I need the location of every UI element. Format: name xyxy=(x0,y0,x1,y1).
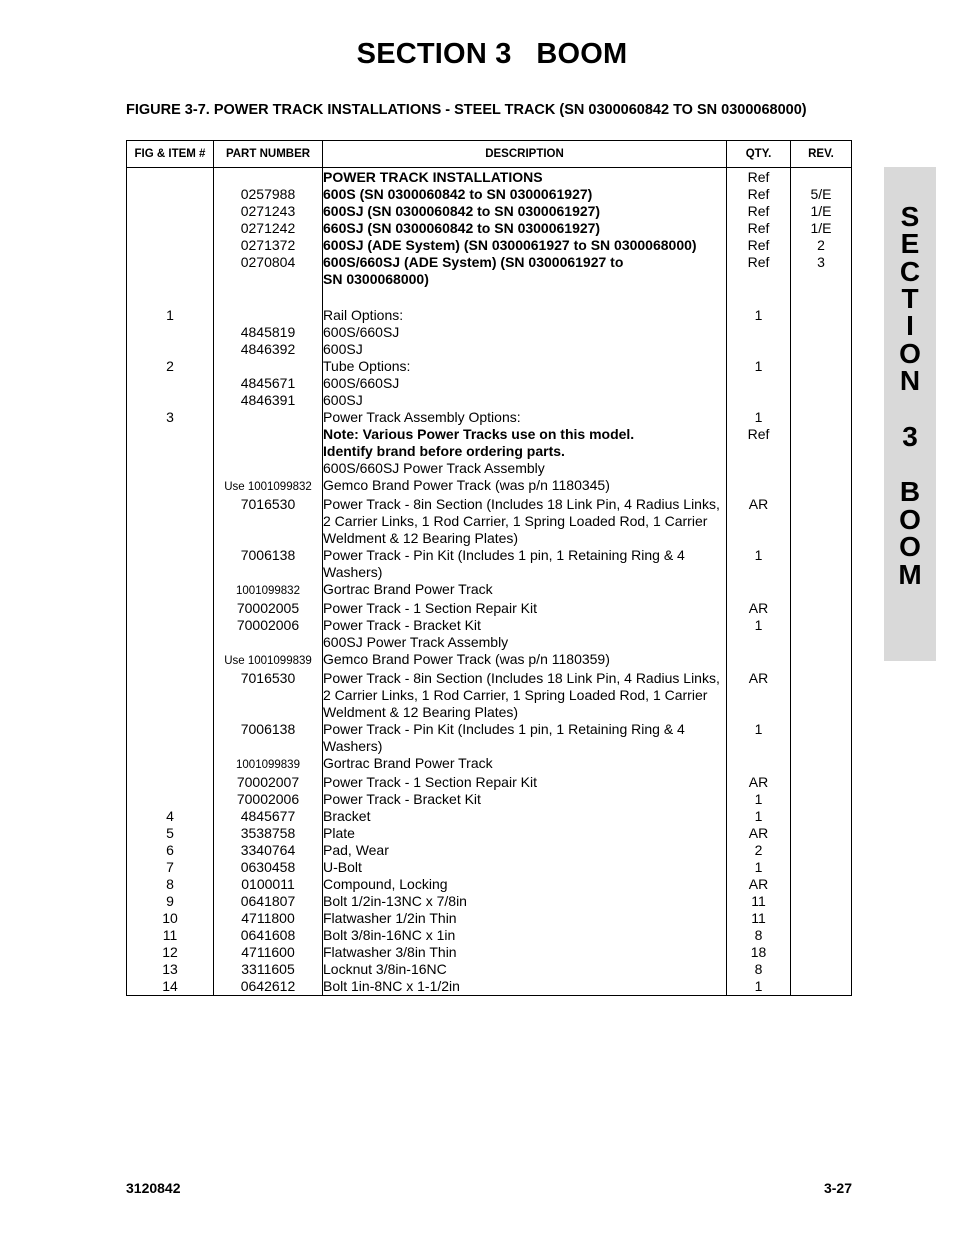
table-row xyxy=(127,927,852,944)
rev-cell xyxy=(791,774,852,791)
fig-item-cell xyxy=(127,324,214,341)
rev-cell xyxy=(791,755,852,774)
rev-cell: 3 xyxy=(791,254,852,288)
description-cell: Power Track Assembly Options: xyxy=(323,409,727,426)
part-number-cell: 70002006 xyxy=(214,617,323,634)
qty-cell xyxy=(727,341,791,358)
column-header-description: DESCRIPTION xyxy=(323,141,727,168)
qty-cell xyxy=(727,324,791,341)
description-cell: Gortrac Brand Power Track xyxy=(323,581,727,600)
part-number-cell xyxy=(214,426,323,460)
fig-item-cell: 12 xyxy=(127,944,214,961)
fig-item-cell xyxy=(127,600,214,617)
table-row xyxy=(127,670,852,721)
rev-cell xyxy=(791,944,852,961)
description-cell: 600SJ (SN 0300060842 to SN 0300061927) xyxy=(323,203,727,220)
table-row xyxy=(127,220,852,237)
qty-cell: 1 xyxy=(727,358,791,375)
table-row xyxy=(127,254,852,288)
fig-item-cell: 11 xyxy=(127,927,214,944)
table-row xyxy=(127,876,852,893)
fig-item-cell xyxy=(127,288,214,307)
rev-cell xyxy=(791,670,852,721)
rev-cell: 5/E xyxy=(791,186,852,203)
description-cell: 600S/660SJ Power Track Assembly xyxy=(323,460,727,477)
qty-cell xyxy=(727,634,791,651)
rev-cell xyxy=(791,634,852,651)
qty-cell: 1 xyxy=(727,791,791,808)
qty-cell: Ref xyxy=(727,186,791,203)
fig-item-cell: 6 xyxy=(127,842,214,859)
parts-table-body xyxy=(127,168,852,996)
qty-cell: AR xyxy=(727,825,791,842)
column-header-part-number: PART NUMBER xyxy=(214,141,323,168)
qty-cell: AR xyxy=(727,774,791,791)
rev-cell xyxy=(791,409,852,426)
description-cell: Gemco Brand Power Track (was p/n 1180345) xyxy=(323,477,727,496)
qty-cell: 11 xyxy=(727,893,791,910)
part-number-cell xyxy=(214,288,323,307)
fig-item-cell: 9 xyxy=(127,893,214,910)
part-number-cell: 0642612 xyxy=(214,978,323,996)
rev-cell xyxy=(791,910,852,927)
rev-cell xyxy=(791,808,852,825)
part-number-cell: 7006138 xyxy=(214,547,323,581)
fig-item-cell xyxy=(127,426,214,460)
qty-cell: 8 xyxy=(727,927,791,944)
rev-cell xyxy=(791,168,852,187)
description-cell: Bolt 1in-8NC x 1-1/2in xyxy=(323,978,727,996)
fig-item-cell xyxy=(127,670,214,721)
side-tab-letter: C xyxy=(899,256,921,287)
part-number-cell: 0641807 xyxy=(214,893,323,910)
column-header-rev: REV. xyxy=(791,141,852,168)
qty-cell: Ref xyxy=(727,254,791,288)
section-side-tab xyxy=(884,167,936,661)
table-row xyxy=(127,774,852,791)
side-tab-letter: I xyxy=(906,310,914,341)
part-number-cell: 70002006 xyxy=(214,791,323,808)
part-number-cell: 7016530 xyxy=(214,670,323,721)
description-cell: Bolt 1/2in-13NC x 7/8in xyxy=(323,893,727,910)
parts-table xyxy=(126,140,852,996)
qty-cell: 2 xyxy=(727,842,791,859)
column-header-qty: QTY. xyxy=(727,141,791,168)
rev-cell xyxy=(791,341,852,358)
fig-item-cell xyxy=(127,375,214,392)
rev-cell xyxy=(791,617,852,634)
side-tab-letter: O xyxy=(899,338,921,369)
fig-item-cell xyxy=(127,755,214,774)
part-number-cell: 7006138 xyxy=(214,721,323,755)
side-tab-letter: S xyxy=(900,201,920,232)
part-number-cell: 70002005 xyxy=(214,600,323,617)
table-row xyxy=(127,324,852,341)
description-cell: Bracket xyxy=(323,808,727,825)
part-number-cell: 3340764 xyxy=(214,842,323,859)
description-cell: Pad, Wear xyxy=(323,842,727,859)
part-number-cell: 1001099832 xyxy=(214,581,323,600)
rev-cell xyxy=(791,547,852,581)
qty-cell: AR xyxy=(727,670,791,721)
table-row xyxy=(127,859,852,876)
part-number-cell xyxy=(214,460,323,477)
qty-cell: 1 xyxy=(727,978,791,996)
part-number-cell xyxy=(214,409,323,426)
description-cell: Gemco Brand Power Track (was p/n 1180359) xyxy=(323,651,727,670)
fig-item-cell xyxy=(127,581,214,600)
fig-item-cell: 5 xyxy=(127,825,214,842)
side-tab-letter: O xyxy=(899,504,921,535)
fig-item-cell xyxy=(127,220,214,237)
rev-cell xyxy=(791,426,852,460)
fig-item-cell: 14 xyxy=(127,978,214,996)
rev-cell xyxy=(791,324,852,341)
table-row xyxy=(127,651,852,670)
qty-cell xyxy=(727,392,791,409)
rev-cell: 1/E xyxy=(791,203,852,220)
description-cell: Power Track - 8in Section (Includes 18 Link Pin, 4 Radius Links, 2 Carrier Links, 1 Rod Carrier, 1 Spring Loaded Rod, 1 Carrier Weldment & 12 Bearing Plates) xyxy=(323,670,727,721)
section-title: SECTION 3 BOOM xyxy=(356,38,628,70)
description-cell: Plate xyxy=(323,825,727,842)
fig-item-cell xyxy=(127,186,214,203)
rev-cell xyxy=(791,876,852,893)
table-row xyxy=(127,825,852,842)
fig-item-cell xyxy=(127,496,214,547)
fig-item-cell xyxy=(127,721,214,755)
description-cell: Bolt 3/8in-16NC x 1in xyxy=(323,927,727,944)
description-cell: Power Track - 8in Section (Includes 18 Link Pin, 4 Radius Links, 2 Carrier Links, 1 Rod Carrier, 1 Spring Loaded Rod, 1 Carrier Weldment & 12 Bearing Plates) xyxy=(323,496,727,547)
part-number-cell xyxy=(214,307,323,324)
part-number-cell: 0100011 xyxy=(214,876,323,893)
rev-cell xyxy=(791,842,852,859)
part-number-cell: 7016530 xyxy=(214,496,323,547)
qty-cell: Ref xyxy=(727,168,791,187)
rev-cell: 1/E xyxy=(791,220,852,237)
table-row xyxy=(127,600,852,617)
rev-cell xyxy=(791,893,852,910)
fig-item-cell: 10 xyxy=(127,910,214,927)
part-number-cell: 3538758 xyxy=(214,825,323,842)
description-cell: Power Track - Bracket Kit xyxy=(323,791,727,808)
table-header-row xyxy=(127,141,852,168)
part-number-cell xyxy=(214,634,323,651)
part-number-cell: 0271243 xyxy=(214,203,323,220)
figure-title: FIGURE 3-7. POWER TRACK INSTALLATIONS - STEEL TRACK (SN 0300060842 TO SN 0300068000) xyxy=(126,102,807,118)
table-row xyxy=(127,842,852,859)
rev-cell xyxy=(791,825,852,842)
side-tab-letter: N xyxy=(899,365,921,396)
fig-item-cell: 4 xyxy=(127,808,214,825)
part-number-cell: 0630458 xyxy=(214,859,323,876)
table-row xyxy=(127,409,852,426)
rev-cell xyxy=(791,961,852,978)
qty-cell xyxy=(727,755,791,774)
document-number: 3120842 xyxy=(126,1180,181,1196)
qty-cell: AR xyxy=(727,496,791,547)
description-cell: Tube Options: xyxy=(323,358,727,375)
rev-cell xyxy=(791,392,852,409)
table-row xyxy=(127,375,852,392)
rev-cell xyxy=(791,978,852,996)
part-number-cell: 4845819 xyxy=(214,324,323,341)
table-row xyxy=(127,288,852,307)
table-row xyxy=(127,944,852,961)
qty-cell: 11 xyxy=(727,910,791,927)
description-cell xyxy=(323,288,727,307)
qty-cell xyxy=(727,375,791,392)
description-cell: Flatwasher 1/2in Thin xyxy=(323,910,727,927)
part-number-cell: 4846391 xyxy=(214,392,323,409)
table-row xyxy=(127,634,852,651)
side-tab-letter: T xyxy=(901,283,919,314)
description-cell: Power Track - 1 Section Repair Kit xyxy=(323,600,727,617)
table-row xyxy=(127,496,852,547)
fig-item-cell: 7 xyxy=(127,859,214,876)
description-cell: 600S (SN 0300060842 to SN 0300061927) xyxy=(323,186,727,203)
rev-cell xyxy=(791,375,852,392)
fig-item-cell xyxy=(127,254,214,288)
table-row xyxy=(127,341,852,358)
rev-cell xyxy=(791,581,852,600)
part-number-cell: 0271242 xyxy=(214,220,323,237)
column-header-fig-item: FIG & ITEM # xyxy=(127,141,214,168)
part-number-cell: 4845671 xyxy=(214,375,323,392)
qty-cell: AR xyxy=(727,876,791,893)
part-number-cell: 0257988 xyxy=(214,186,323,203)
qty-cell xyxy=(727,651,791,670)
fig-item-cell: 2 xyxy=(127,358,214,375)
qty-cell: Ref xyxy=(727,220,791,237)
fig-item-cell xyxy=(127,237,214,254)
table-row xyxy=(127,910,852,927)
description-cell: Rail Options: xyxy=(323,307,727,324)
part-number-cell: 4711600 xyxy=(214,944,323,961)
description-cell: POWER TRACK INSTALLATIONS xyxy=(323,168,727,187)
part-number-cell: 4845677 xyxy=(214,808,323,825)
description-cell: 600SJ Power Track Assembly xyxy=(323,634,727,651)
qty-cell: 1 xyxy=(727,409,791,426)
fig-item-cell xyxy=(127,774,214,791)
table-row xyxy=(127,426,852,460)
description-cell: U-Bolt xyxy=(323,859,727,876)
rev-cell xyxy=(791,859,852,876)
rev-cell xyxy=(791,600,852,617)
description-cell: Note: Various Power Tracks use on this model. Identify brand before ordering parts. xyxy=(323,426,727,460)
description-cell: Flatwasher 3/8in Thin xyxy=(323,944,727,961)
rev-cell xyxy=(791,477,852,496)
qty-cell: 1 xyxy=(727,307,791,324)
table-row xyxy=(127,808,852,825)
side-tab-letter: 3 xyxy=(902,421,918,452)
fig-item-cell: 13 xyxy=(127,961,214,978)
page-number: 3-27 xyxy=(823,1180,852,1196)
fig-item-cell xyxy=(127,341,214,358)
fig-item-cell: 1 xyxy=(127,307,214,324)
part-number-cell: 0271372 xyxy=(214,237,323,254)
qty-cell xyxy=(727,288,791,307)
table-row xyxy=(127,186,852,203)
qty-cell: AR xyxy=(727,600,791,617)
table-row xyxy=(127,358,852,375)
qty-cell: Ref xyxy=(727,203,791,220)
qty-cell: 1 xyxy=(727,547,791,581)
table-row xyxy=(127,791,852,808)
part-number-cell xyxy=(214,168,323,187)
rev-cell: 2 xyxy=(791,237,852,254)
table-row xyxy=(127,617,852,634)
part-number-cell: 4711800 xyxy=(214,910,323,927)
part-number-cell: 3311605 xyxy=(214,961,323,978)
description-cell: 600SJ xyxy=(323,392,727,409)
table-row xyxy=(127,547,852,581)
rev-cell xyxy=(791,496,852,547)
table-row xyxy=(127,721,852,755)
qty-cell: 18 xyxy=(727,944,791,961)
description-cell: 600S/660SJ xyxy=(323,324,727,341)
qty-cell: 1 xyxy=(727,808,791,825)
fig-item-cell xyxy=(127,392,214,409)
qty-cell xyxy=(727,477,791,496)
description-cell: Power Track - Pin Kit (Includes 1 pin, 1 Retaining Ring & 4 Washers) xyxy=(323,547,727,581)
part-number-cell: 0270804 xyxy=(214,254,323,288)
qty-cell: 1 xyxy=(727,721,791,755)
qty-cell: 1 xyxy=(727,617,791,634)
part-number-cell: Use 1001099839 xyxy=(214,651,323,670)
fig-item-cell xyxy=(127,460,214,477)
description-cell: Power Track - Bracket Kit xyxy=(323,617,727,634)
table-row xyxy=(127,307,852,324)
side-tab-letter: O xyxy=(899,531,921,562)
fig-item-cell xyxy=(127,547,214,581)
fig-item-cell: 8 xyxy=(127,876,214,893)
table-row xyxy=(127,893,852,910)
description-cell: Compound, Locking xyxy=(323,876,727,893)
fig-item-cell xyxy=(127,651,214,670)
qty-cell xyxy=(727,581,791,600)
table-row xyxy=(127,978,852,996)
qty-cell: 1 xyxy=(727,859,791,876)
description-cell: Gortrac Brand Power Track xyxy=(323,755,727,774)
rev-cell xyxy=(791,651,852,670)
table-row xyxy=(127,477,852,496)
rev-cell xyxy=(791,358,852,375)
table-row xyxy=(127,168,852,187)
fig-item-cell xyxy=(127,168,214,187)
rev-cell xyxy=(791,927,852,944)
fig-item-cell xyxy=(127,203,214,220)
rev-cell xyxy=(791,288,852,307)
table-row xyxy=(127,392,852,409)
side-tab-letter: E xyxy=(900,228,920,259)
table-row xyxy=(127,203,852,220)
rev-cell xyxy=(791,307,852,324)
description-cell: Power Track - 1 Section Repair Kit xyxy=(323,774,727,791)
part-number-cell: 70002007 xyxy=(214,774,323,791)
part-number-cell: 0641608 xyxy=(214,927,323,944)
table-row xyxy=(127,237,852,254)
part-number-cell xyxy=(214,358,323,375)
rev-cell xyxy=(791,460,852,477)
rev-cell xyxy=(791,791,852,808)
table-row xyxy=(127,460,852,477)
description-cell: 600SJ xyxy=(323,341,727,358)
qty-cell: 8 xyxy=(727,961,791,978)
table-row xyxy=(127,581,852,600)
description-cell: Power Track - Pin Kit (Includes 1 pin, 1 Retaining Ring & 4 Washers) xyxy=(323,721,727,755)
fig-item-cell: 3 xyxy=(127,409,214,426)
part-number-cell: Use 1001099832 xyxy=(214,477,323,496)
fig-item-cell xyxy=(127,617,214,634)
description-cell: 660SJ (SN 0300060842 to SN 0300061927) xyxy=(323,220,727,237)
part-number-cell: 1001099839 xyxy=(214,755,323,774)
table-row xyxy=(127,755,852,774)
description-cell: Locknut 3/8in-16NC xyxy=(323,961,727,978)
fig-item-cell xyxy=(127,791,214,808)
side-tab-letter: M xyxy=(898,559,922,590)
fig-item-cell xyxy=(127,634,214,651)
qty-cell xyxy=(727,460,791,477)
part-number-cell: 4846392 xyxy=(214,341,323,358)
description-cell: 600S/660SJ (ADE System) (SN 0300061927 to SN 0300068000) xyxy=(323,254,727,288)
table-row xyxy=(127,961,852,978)
qty-cell: Ref xyxy=(727,237,791,254)
rev-cell xyxy=(791,721,852,755)
side-tab-letter: B xyxy=(899,476,921,507)
description-cell: 600S/660SJ xyxy=(323,375,727,392)
description-cell: 600SJ (ADE System) (SN 0300061927 to SN 0300068000) xyxy=(323,237,727,254)
qty-cell: Ref xyxy=(727,426,791,460)
fig-item-cell xyxy=(127,477,214,496)
